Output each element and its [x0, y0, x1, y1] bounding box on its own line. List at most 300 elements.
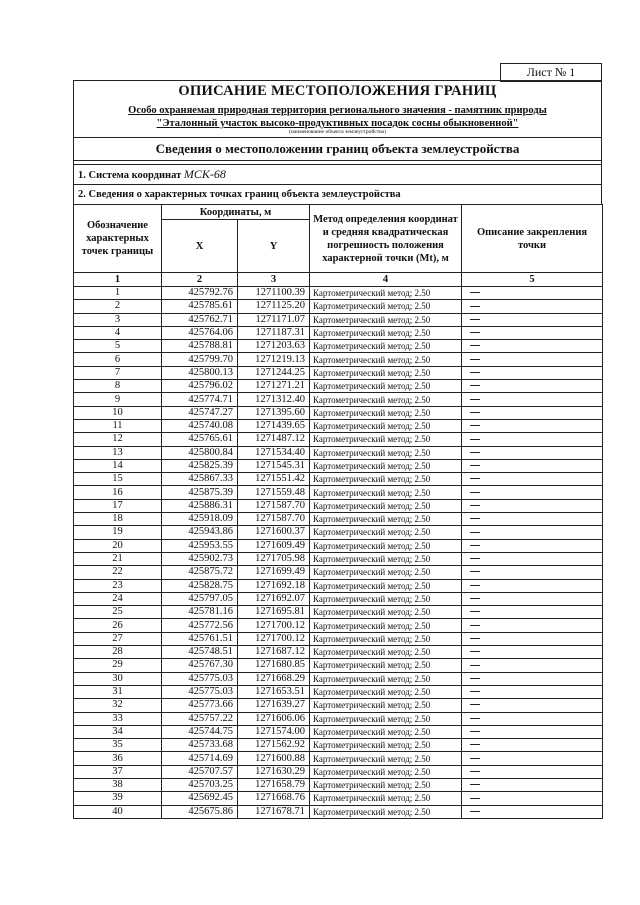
table-row: [74, 592, 603, 605]
point-id-cell: 14: [74, 459, 162, 472]
x-coord-cell: 425797.05: [162, 592, 238, 605]
y-coord-cell: 1271668.29: [238, 672, 310, 685]
x-coord-cell: 425748.51: [162, 646, 238, 659]
point-id-cell: 36: [74, 752, 162, 765]
y-coord-cell: 1271171.07: [238, 313, 310, 326]
y-coord-cell: 1271439.65: [238, 419, 310, 432]
description-cell: [462, 459, 603, 472]
table-row: [74, 552, 603, 565]
table-row: [74, 606, 603, 619]
method-cell: Картометрический метод; 2.50: [310, 712, 462, 725]
table-row: [74, 406, 603, 419]
point-id-cell: 28: [74, 646, 162, 659]
x-coord-cell: 425757.22: [162, 712, 238, 725]
dash-mark: [470, 478, 480, 479]
x-coord-cell: 425714.69: [162, 752, 238, 765]
dash-mark: [470, 292, 480, 293]
y-coord-cell: 1271559.48: [238, 486, 310, 499]
method-cell: Картометрический метод; 2.50: [310, 446, 462, 459]
x-coord-cell: 425796.02: [162, 380, 238, 393]
dash-mark: [470, 798, 480, 799]
y-coord-cell: 1271639.27: [238, 699, 310, 712]
table-row: [74, 539, 603, 552]
y-coord-cell: 1271574.00: [238, 725, 310, 738]
description-cell: [462, 672, 603, 685]
point-id-cell: 4: [74, 326, 162, 339]
description-cell: [462, 765, 603, 778]
table-row: [74, 353, 603, 366]
y-coord-cell: 1271700.12: [238, 632, 310, 645]
dash-mark: [470, 332, 480, 333]
x-coord-cell: 425785.61: [162, 300, 238, 313]
method-cell: Картометрический метод; 2.50: [310, 513, 462, 526]
x-coord-cell: 425799.70: [162, 353, 238, 366]
dash-mark: [470, 758, 480, 759]
y-coord-cell: 1271534.40: [238, 446, 310, 459]
dash-mark: [470, 439, 480, 440]
description-cell: [462, 366, 603, 379]
dash-mark: [470, 678, 480, 679]
table-row: [74, 566, 603, 579]
x-coord-cell: 425788.81: [162, 340, 238, 353]
point-id-cell: 18: [74, 513, 162, 526]
y-coord-cell: 1271678.71: [238, 805, 310, 818]
dash-mark: [470, 744, 480, 745]
dash-mark: [470, 571, 480, 572]
method-cell: Картометрический метод; 2.50: [310, 672, 462, 685]
description-cell: [462, 473, 603, 486]
method-cell: Картометрический метод; 2.50: [310, 632, 462, 645]
point-id-cell: 30: [74, 672, 162, 685]
header-method: Метод определения координат и средняя квадратическая погрешность положения характерной точки (Mt), м: [310, 205, 462, 273]
point-id-cell: 17: [74, 499, 162, 512]
section-title: Сведения о местоположении границ объекта землеустройства: [73, 137, 602, 160]
table-row: [74, 778, 603, 791]
method-cell: Картометрический метод; 2.50: [310, 499, 462, 512]
method-cell: Картометрический метод; 2.50: [310, 659, 462, 672]
title-block: [73, 80, 602, 137]
point-id-cell: 26: [74, 619, 162, 632]
table-row: [74, 685, 603, 698]
point-id-cell: 13: [74, 446, 162, 459]
y-coord-cell: 1271219.13: [238, 353, 310, 366]
dash-mark: [470, 598, 480, 599]
subtitle-line-2: "Эталонный участок высоко-продуктивных посадок сосны обыкновенной": [156, 118, 519, 129]
y-coord-cell: 1271653.51: [238, 685, 310, 698]
method-cell: Картометрический метод; 2.50: [310, 486, 462, 499]
point-id-cell: 16: [74, 486, 162, 499]
table-row: [74, 287, 603, 300]
point-id-cell: 35: [74, 739, 162, 752]
page-title: ОПИСАНИЕ МЕСТОПОЛОЖЕНИЯ ГРАНИЦ: [178, 83, 497, 99]
point-id-cell: 5: [74, 340, 162, 353]
x-coord-cell: 425740.08: [162, 419, 238, 432]
method-cell: Картометрический метод; 2.50: [310, 699, 462, 712]
table-row: [74, 459, 603, 472]
description-cell: [462, 685, 603, 698]
dash-mark: [470, 545, 480, 546]
point-id-cell: 32: [74, 699, 162, 712]
method-cell: Картометрический метод; 2.50: [310, 792, 462, 805]
y-coord-cell: 1271487.12: [238, 433, 310, 446]
y-coord-cell: 1271668.76: [238, 792, 310, 805]
point-id-cell: 11: [74, 419, 162, 432]
point-id-cell: 37: [74, 765, 162, 778]
dash-mark: [470, 718, 480, 719]
table-row: [74, 765, 603, 778]
dash-mark: [470, 505, 480, 506]
dash-mark: [470, 585, 480, 586]
method-cell: Картометрический метод; 2.50: [310, 739, 462, 752]
method-cell: Картометрический метод; 2.50: [310, 326, 462, 339]
y-coord-cell: 1271312.40: [238, 393, 310, 406]
y-coord-cell: 1271695.81: [238, 606, 310, 619]
description-cell: [462, 632, 603, 645]
method-cell: Картометрический метод; 2.50: [310, 287, 462, 300]
description-cell: [462, 499, 603, 512]
description-cell: [462, 552, 603, 565]
description-cell: [462, 792, 603, 805]
dash-mark: [470, 319, 480, 320]
point-id-cell: 27: [74, 632, 162, 645]
description-cell: [462, 380, 603, 393]
dash-mark: [470, 385, 480, 386]
point-id-cell: 9: [74, 393, 162, 406]
description-cell: [462, 592, 603, 605]
x-coord-cell: 425761.51: [162, 632, 238, 645]
x-coord-cell: 425800.84: [162, 446, 238, 459]
x-coord-cell: 425772.56: [162, 619, 238, 632]
point-id-cell: 23: [74, 579, 162, 592]
method-cell: Картометрический метод; 2.50: [310, 619, 462, 632]
y-coord-cell: 1271658.79: [238, 778, 310, 791]
x-coord-cell: 425875.72: [162, 566, 238, 579]
description-cell: [462, 433, 603, 446]
x-coord-cell: 425775.03: [162, 672, 238, 685]
table-row: [74, 380, 603, 393]
dash-mark: [470, 359, 480, 360]
point-id-cell: 25: [74, 606, 162, 619]
y-coord-cell: 1271271.21: [238, 380, 310, 393]
point-id-cell: 10: [74, 406, 162, 419]
point-id-cell: 22: [74, 566, 162, 579]
x-coord-cell: 425762.71: [162, 313, 238, 326]
point-id-cell: 29: [74, 659, 162, 672]
table-row: [74, 619, 603, 632]
dash-mark: [470, 651, 480, 652]
table-row: [74, 752, 603, 765]
dash-mark: [470, 452, 480, 453]
dash-mark: [470, 638, 480, 639]
x-coord-cell: 425764.06: [162, 326, 238, 339]
description-cell: [462, 513, 603, 526]
point-id-cell: 31: [74, 685, 162, 698]
dash-mark: [470, 372, 480, 373]
header-desc: Описание закрепления точки: [462, 205, 603, 273]
method-cell: Картометрический метод; 2.50: [310, 592, 462, 605]
description-cell: [462, 646, 603, 659]
header-coords: Координаты, м: [162, 205, 310, 220]
description-cell: [462, 353, 603, 366]
points-heading-row: [73, 184, 602, 204]
coordinate-system-row: [73, 164, 602, 184]
description-cell: [462, 579, 603, 592]
method-cell: Картометрический метод; 2.50: [310, 752, 462, 765]
y-coord-cell: 1271600.37: [238, 526, 310, 539]
object-caption: (наименование объекта землеустройства): [289, 129, 386, 135]
method-cell: Картометрический метод; 2.50: [310, 406, 462, 419]
x-coord-cell: 425953.55: [162, 539, 238, 552]
method-cell: Картометрический метод; 2.50: [310, 313, 462, 326]
table-row: [74, 792, 603, 805]
description-cell: [462, 805, 603, 818]
method-cell: Картометрический метод; 2.50: [310, 393, 462, 406]
x-coord-cell: 425774.71: [162, 393, 238, 406]
description-cell: [462, 752, 603, 765]
table-row: [74, 419, 603, 432]
dash-mark: [470, 625, 480, 626]
y-coord-cell: 1271100.39: [238, 287, 310, 300]
x-coord-cell: 425767.30: [162, 659, 238, 672]
point-id-cell: 12: [74, 433, 162, 446]
y-coord-cell: 1271562.92: [238, 739, 310, 752]
y-coord-cell: 1271609.49: [238, 539, 310, 552]
x-coord-cell: 425744.75: [162, 725, 238, 738]
point-id-cell: 6: [74, 353, 162, 366]
y-coord-cell: 1271680.85: [238, 659, 310, 672]
table-row: [74, 446, 603, 459]
method-cell: Картометрический метод; 2.50: [310, 805, 462, 818]
table-row: [74, 672, 603, 685]
y-coord-cell: 1271705.98: [238, 552, 310, 565]
x-coord-cell: 425781.16: [162, 606, 238, 619]
table-row: [74, 739, 603, 752]
point-id-cell: 19: [74, 526, 162, 539]
description-cell: [462, 539, 603, 552]
y-coord-cell: 1271692.18: [238, 579, 310, 592]
dash-mark: [470, 425, 480, 426]
point-id-cell: 40: [74, 805, 162, 818]
description-cell: [462, 486, 603, 499]
y-coord-cell: 1271203.63: [238, 340, 310, 353]
point-id-cell: 33: [74, 712, 162, 725]
table-row: [74, 579, 603, 592]
point-id-cell: 15: [74, 473, 162, 486]
y-coord-cell: 1271687.12: [238, 646, 310, 659]
method-cell: Картометрический метод; 2.50: [310, 778, 462, 791]
method-cell: Картометрический метод; 2.50: [310, 300, 462, 313]
x-coord-cell: 425692.45: [162, 792, 238, 805]
x-coord-cell: 425825.39: [162, 459, 238, 472]
point-id-cell: 2: [74, 300, 162, 313]
y-coord-cell: 1271187.31: [238, 326, 310, 339]
y-coord-cell: 1271587.70: [238, 513, 310, 526]
dash-mark: [470, 691, 480, 692]
x-coord-cell: 425792.76: [162, 287, 238, 300]
x-coord-cell: 425902.73: [162, 552, 238, 565]
method-cell: Картометрический метод; 2.50: [310, 380, 462, 393]
method-cell: Картометрический метод; 2.50: [310, 459, 462, 472]
description-cell: [462, 300, 603, 313]
table-row: [74, 313, 603, 326]
points-heading: 2. Сведения о характерных точках границ объекта землеустройства: [78, 189, 401, 200]
dash-mark: [470, 399, 480, 400]
y-coord-cell: 1271606.06: [238, 712, 310, 725]
dash-mark: [470, 731, 480, 732]
point-id-cell: 34: [74, 725, 162, 738]
description-cell: [462, 340, 603, 353]
x-coord-cell: 425918.09: [162, 513, 238, 526]
dash-mark: [470, 784, 480, 785]
description-cell: [462, 419, 603, 432]
table-row: [74, 646, 603, 659]
description-cell: [462, 606, 603, 619]
dash-mark: [470, 306, 480, 307]
dash-mark: [470, 811, 480, 812]
description-cell: [462, 526, 603, 539]
y-coord-cell: 1271699.49: [238, 566, 310, 579]
dash-mark: [470, 532, 480, 533]
coordinate-system-value: МСК-68: [183, 167, 226, 181]
y-coord-cell: 1271600.88: [238, 752, 310, 765]
header-x: X: [162, 220, 238, 273]
y-coord-cell: 1271587.70: [238, 499, 310, 512]
description-cell: [462, 778, 603, 791]
x-coord-cell: 425703.25: [162, 778, 238, 791]
method-cell: Картометрический метод; 2.50: [310, 725, 462, 738]
x-coord-cell: 425707.57: [162, 765, 238, 778]
y-coord-cell: 1271395.60: [238, 406, 310, 419]
x-coord-cell: 425800.13: [162, 366, 238, 379]
point-id-cell: 38: [74, 778, 162, 791]
table-row: [74, 712, 603, 725]
method-cell: Картометрический метод; 2.50: [310, 765, 462, 778]
description-cell: [462, 739, 603, 752]
description-cell: [462, 406, 603, 419]
y-coord-cell: 1271244.25: [238, 366, 310, 379]
dash-mark: [470, 558, 480, 559]
y-coord-cell: 1271692.07: [238, 592, 310, 605]
x-coord-cell: 425867.33: [162, 473, 238, 486]
table-row: [74, 632, 603, 645]
table-row: [74, 393, 603, 406]
y-coord-cell: 1271551.42: [238, 473, 310, 486]
dash-mark: [470, 492, 480, 493]
table-row: [74, 725, 603, 738]
method-cell: Картометрический метод; 2.50: [310, 433, 462, 446]
dash-mark: [470, 412, 480, 413]
table-row: [74, 340, 603, 353]
method-cell: Картометрический метод; 2.50: [310, 419, 462, 432]
description-cell: [462, 393, 603, 406]
description-cell: [462, 619, 603, 632]
x-coord-cell: 425775.03: [162, 685, 238, 698]
table-row: [74, 486, 603, 499]
description-cell: [462, 287, 603, 300]
table-row: [74, 499, 603, 512]
description-cell: [462, 313, 603, 326]
col-number: 2: [162, 273, 238, 287]
description-cell: [462, 326, 603, 339]
table-row: [74, 473, 603, 486]
x-coord-cell: 425875.39: [162, 486, 238, 499]
col-number: 3: [238, 273, 310, 287]
y-coord-cell: 1271630.29: [238, 765, 310, 778]
point-id-cell: 20: [74, 539, 162, 552]
y-coord-cell: 1271545.31: [238, 459, 310, 472]
sheet-number: Лист № 1: [500, 63, 602, 82]
point-id-cell: 3: [74, 313, 162, 326]
point-id-cell: 21: [74, 552, 162, 565]
coordinate-system-label: 1. Система координат: [78, 170, 182, 181]
table-row: [74, 433, 603, 446]
table-row: [74, 699, 603, 712]
y-coord-cell: 1271700.12: [238, 619, 310, 632]
point-id-cell: 39: [74, 792, 162, 805]
x-coord-cell: 425765.61: [162, 433, 238, 446]
table-row: [74, 326, 603, 339]
description-cell: [462, 566, 603, 579]
method-cell: Картометрический метод; 2.50: [310, 685, 462, 698]
x-coord-cell: 425733.68: [162, 739, 238, 752]
dash-mark: [470, 518, 480, 519]
header-point: Обозначение характерных точек границы: [74, 205, 162, 273]
table-row: [74, 300, 603, 313]
method-cell: Картометрический метод; 2.50: [310, 340, 462, 353]
col-number: 4: [310, 273, 462, 287]
col-number: 5: [462, 273, 603, 287]
header-y: Y: [238, 220, 310, 273]
dash-mark: [470, 611, 480, 612]
method-cell: Картометрический метод; 2.50: [310, 526, 462, 539]
method-cell: Картометрический метод; 2.50: [310, 579, 462, 592]
dash-mark: [470, 704, 480, 705]
coordinates-table: [73, 204, 603, 819]
point-id-cell: 24: [74, 592, 162, 605]
method-cell: Картометрический метод; 2.50: [310, 473, 462, 486]
table-row: [74, 513, 603, 526]
x-coord-cell: 425828.75: [162, 579, 238, 592]
point-id-cell: 1: [74, 287, 162, 300]
dash-mark: [470, 771, 480, 772]
point-id-cell: 8: [74, 380, 162, 393]
document-page: [73, 80, 602, 818]
y-coord-cell: 1271125.20: [238, 300, 310, 313]
x-coord-cell: 425886.31: [162, 499, 238, 512]
description-cell: [462, 699, 603, 712]
method-cell: Картометрический метод; 2.50: [310, 539, 462, 552]
method-cell: Картометрический метод; 2.50: [310, 606, 462, 619]
description-cell: [462, 446, 603, 459]
x-coord-cell: 425747.27: [162, 406, 238, 419]
col-number: 1: [74, 273, 162, 287]
table-row: [74, 526, 603, 539]
point-id-cell: 7: [74, 366, 162, 379]
x-coord-cell: 425675.86: [162, 805, 238, 818]
table-row: [74, 366, 603, 379]
table-row: [74, 659, 603, 672]
method-cell: Картометрический метод; 2.50: [310, 646, 462, 659]
method-cell: Картометрический метод; 2.50: [310, 552, 462, 565]
method-cell: Картометрический метод; 2.50: [310, 566, 462, 579]
x-coord-cell: 425943.86: [162, 526, 238, 539]
table-body: [74, 287, 603, 819]
method-cell: Картометрический метод; 2.50: [310, 366, 462, 379]
dash-mark: [470, 465, 480, 466]
description-cell: [462, 659, 603, 672]
table-row: [74, 805, 603, 818]
method-cell: Картометрический метод; 2.50: [310, 353, 462, 366]
